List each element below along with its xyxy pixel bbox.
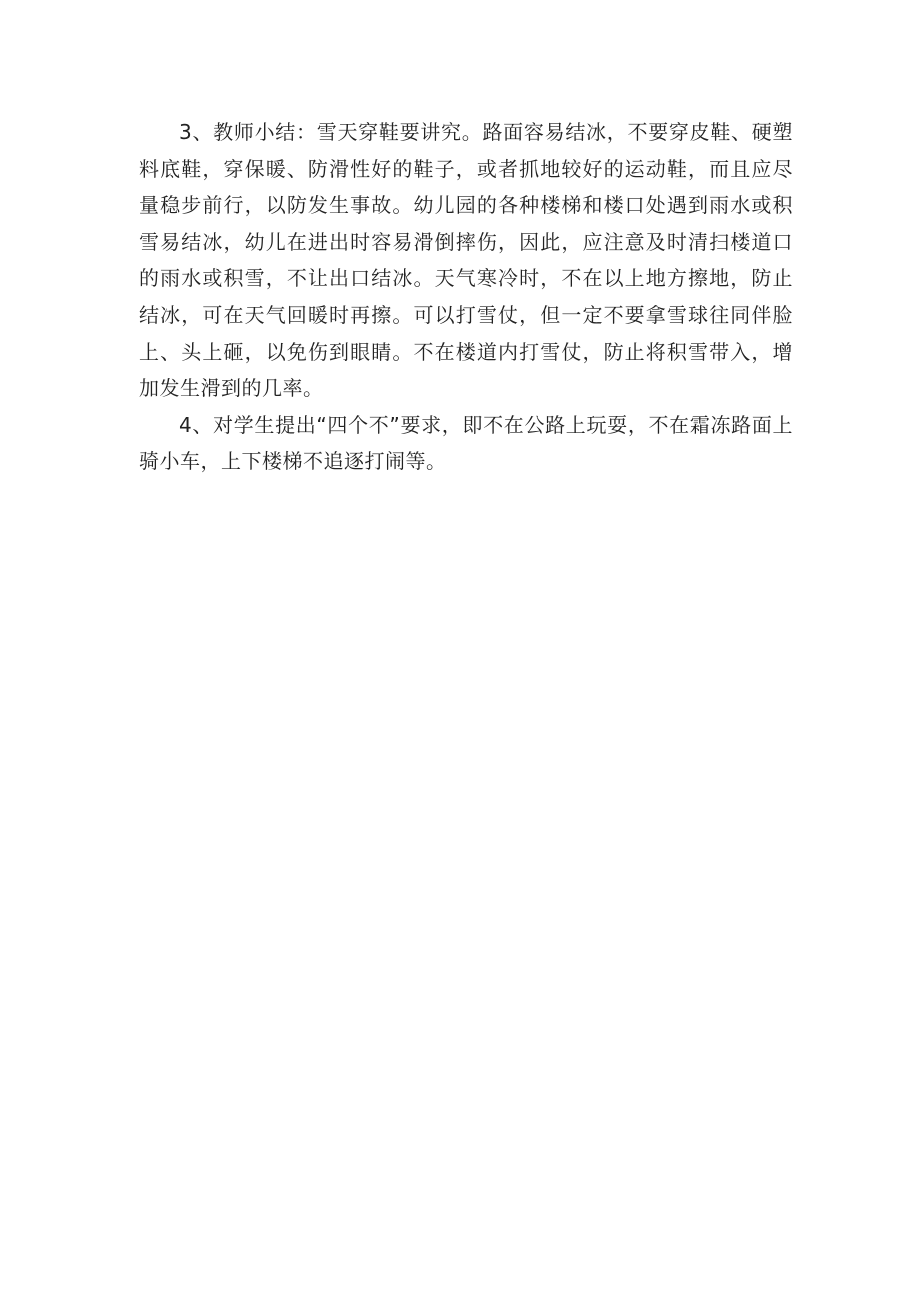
paragraph-teacher-summary: 3、教师小结：雪天穿鞋要讲究。路面容易结冰，不要穿皮鞋、硬塑料底鞋，穿保暖、防滑性好的鞋子，或者抓地较好的运动鞋，而且应尽量稳步前行，以防发生事故。幼儿园的各种楼梯和楼口处遇到雨水或积雪易结冰，幼儿在进出时容易滑倒摔伤，因此，应注意及时清扫楼道口的雨水或积雪，不让出口结冰。天气寒冷时，不在以上地方擦地，防止结冰，可在天气回暖时再擦。可以打雪仗，但一定不要拿雪球往同伴脸上、头上砸，以免伤到眼睛。不在楼道内打雪仗，防止将积雪带入，增加发生滑到的几率。	[139, 120, 793, 401]
paragraph-four-nos: 4、对学生提出“四个不”要求，即不在公路上玩耍，不在霜冻路面上骑小车，上下楼梯不追逐打闹等。	[139, 412, 793, 474]
document-body	[139, 114, 793, 480]
